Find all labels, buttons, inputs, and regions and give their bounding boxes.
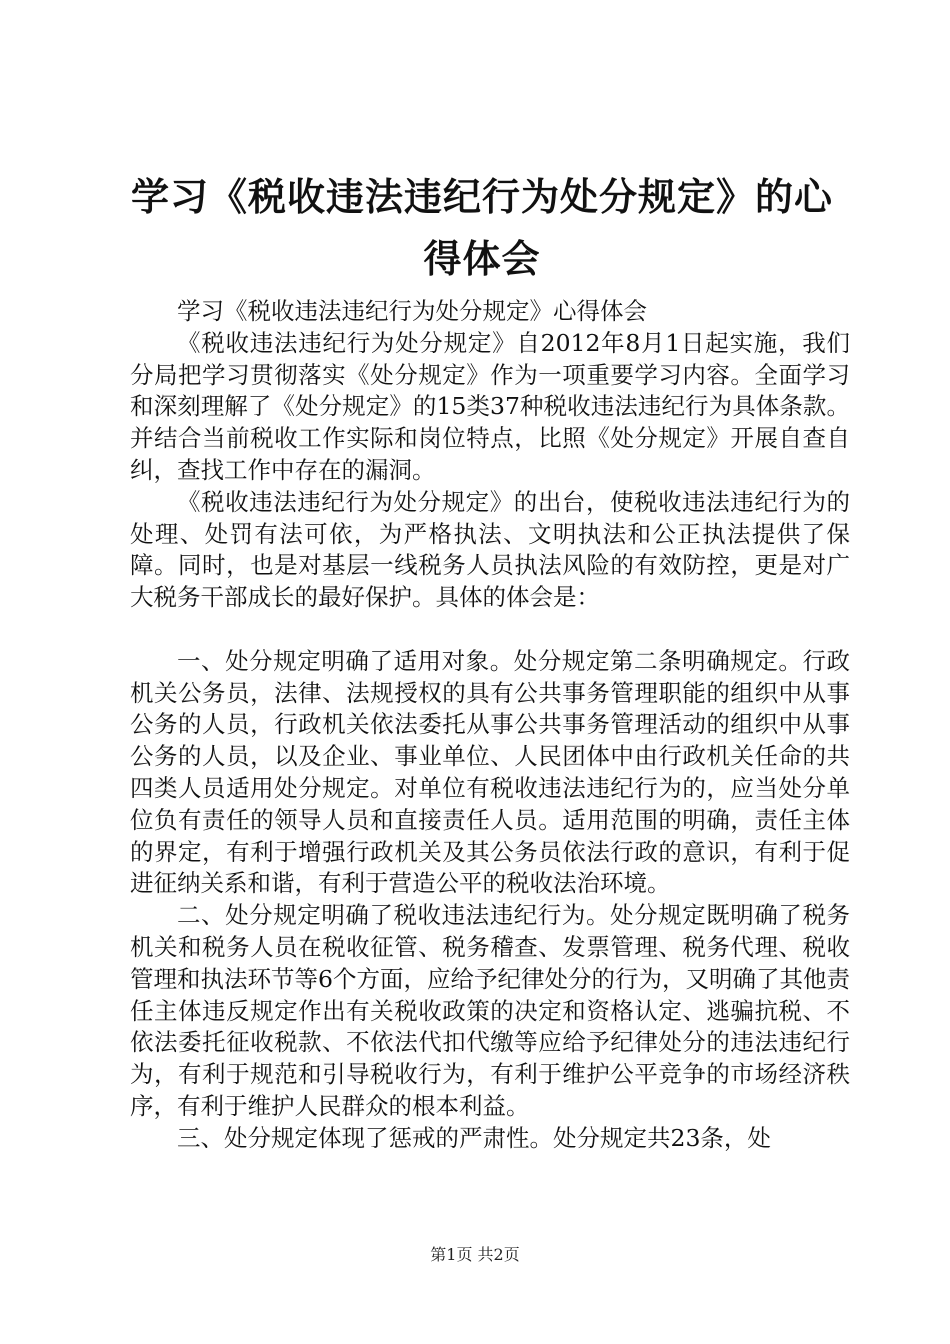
paragraph-subtitle: 学习《税收违法违纪行为处分规定》心得体会 [177,297,647,325]
paragraph-point-three: 三、处分规定体现了惩戒的严肃性。处分规定共23条，处 [177,1123,771,1152]
paragraph-intro: 《税收违法违纪行为处分规定》自2012年8月1日起实施，我们分局把学习贯彻落实《处分规定》作为一项重要学习内容。全面学习和深刻理解了《处分规定》的15类37种税收违法违纪行为具体条款。并结合当前税收工作实际和岗位特点，比照《处分规定》开展自查自纠，查找工作中存在的漏洞。 [130,328,850,484]
page-footer: 第1页 共2页 [430,1245,520,1264]
paragraph-spacer [130,614,850,646]
paragraph-significance: 《税收违法违纪行为处分规定》的出台，使税收违法违纪行为的处理、处罚有法可依，为严格执法、文明执法和公正执法提供了保障。同时，也是对基层一线税务人员执法风险的有效防控，更是对广大税务干部成长的最好保护。具体的体会是： [130,487,850,612]
paragraph-point-two: 二、处分规定明确了税收违法违纪行为。处分规定既明确了税务机关和税务人员在税收征管、税务稽查、发票管理、税务代理、税收管理和执法环节等6个方面，应给予纪律处分的行为，又明确了其他责任主体违反规定作出有关税收政策的决定和资格认定、逃骗抗税、不依法委托征收税款、不依法代扣代缴等应给予纪律处分的违法违纪行为，有利于规范和引导税收行为，有利于维护公平竞争的市场经济秩序，有利于维护人民群众的根本利益。 [130,901,850,1120]
document-body [130,296,850,1155]
paragraph-point-one: 一、处分规定明确了适用对象。处分规定第二条明确规定。行政机关公务员，法律、法规授权的具有公共事务管理职能的组织中从事公务的人员，行政机关依法委托从事公共事务管理活动的组织中从事公务的人员，以及企业、事业单位、人民团体中由行政机关任命的共四类人员适用处分规定。对单位有税收违法违纪行为的，应当处分单位负有责任的领导人员和直接责任人员。适用范围的明确，责任主体的界定，有利于增强行政机关及其公务员依法行政的意识，有利于促进征纳关系和谐，有利于营造公平的税收法治环境。 [130,646,850,898]
document-title: 学习《税收违法违纪行为处分规定》的心得体会 [130,175,833,281]
